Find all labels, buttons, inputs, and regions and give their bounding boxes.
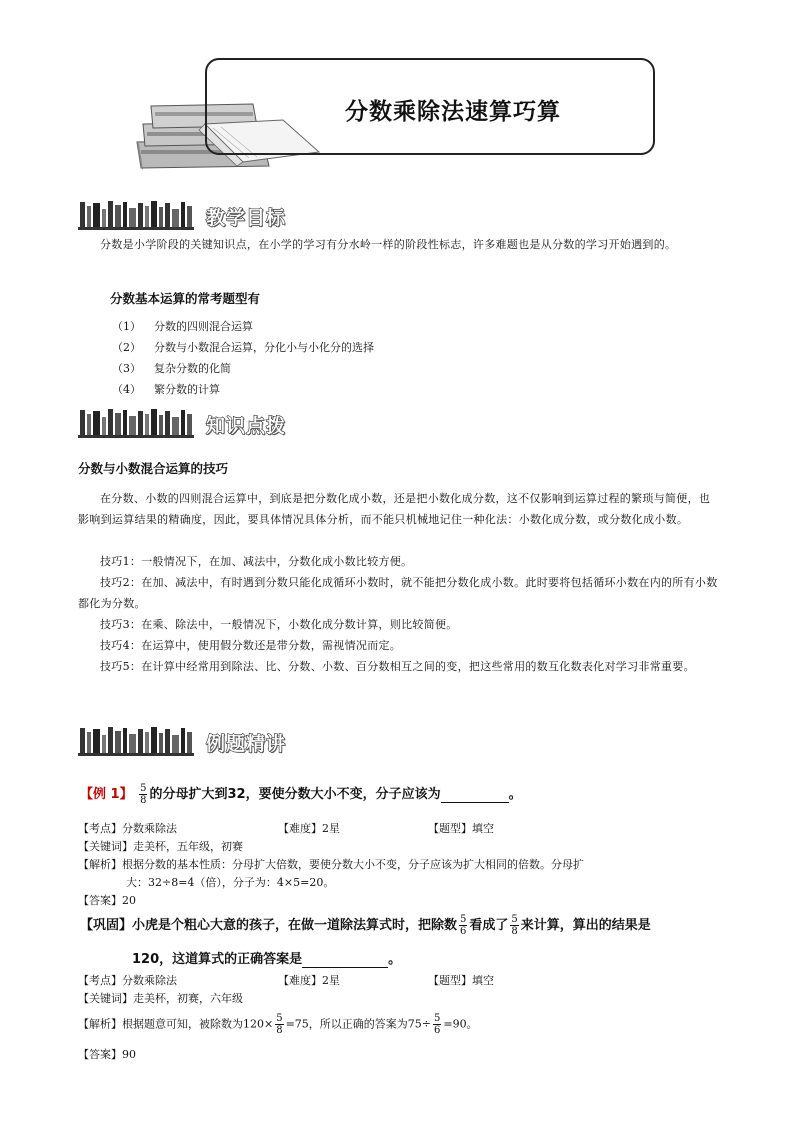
section-title: 教学目标 — [206, 207, 287, 229]
books-row-icon — [78, 200, 198, 230]
knowledge-intro: 在分数、小数的四则混合运算中，到底是把分数化成小数，还是把小数化成分数，这不仅影响到运算过程的繁琐与简便，也影响到运算结果的精确度，因此，要具体情况具体分析，而不能只机械地记住一种化法：小数化成分数，或分数化成小数。 — [78, 492, 711, 526]
example1-analysis: 【解析】根据分数的基本性质：分母扩大倍数，要使分数大小不变，分子应该为扩大相同的倍数。分母扩 — [78, 858, 584, 871]
goals-subtitle: 分数基本运算的常考题型有 — [110, 291, 261, 306]
goals-intro: 分数是小学阶段的关键知识点，在小学的学习有分水岭一样的阶段性标志，许多难题也是从分数的学习开始遇到的。 — [100, 238, 677, 251]
books-row-icon — [78, 726, 198, 756]
tip-item: 技巧5：在计算中经常用到除法、比、分数、小数、百分数相互之间的变，把这些常用的数互化数表化对学习非常重要。 — [100, 660, 695, 673]
fraction: $\frac{5}{6}$ — [434, 1013, 441, 1036]
answer-blank[interactable] — [302, 952, 388, 968]
tip-item: 技巧3：在乘、除法中，一般情况下，小数化成分数计算，则比较简便。 — [100, 618, 458, 631]
books-row-icon — [78, 408, 198, 438]
fraction: $\frac{5}{8}$ — [140, 783, 147, 806]
example1-question: 【例 1】 $\frac{5}{8}$ 的分母扩大到32，要使分数大小不变，分子应该为 。 — [80, 783, 522, 806]
list-item: （2） 分数与小数混合运算，分化小与小化分的选择 — [112, 341, 374, 354]
fraction: $\frac{5}{8}$ — [511, 914, 518, 937]
fraction: $\frac{5}{8}$ — [276, 1013, 283, 1036]
section-header-goals — [78, 200, 318, 232]
section-title: 例题精讲 — [206, 733, 287, 755]
consolidate-question: 【巩固】小虎是个粗心大意的孩子，在做一道除法算式时，把除数 $\frac{5}{6}$ 看成了 $\frac{5}{8}$ 来计算，算出的结果是 — [80, 914, 651, 937]
example1-analysis-cont: 大：32÷8=4（倍），分子为：4×5=20。 — [126, 876, 335, 889]
consolidate-question-line2: 120，这道算式的正确答案是 。 — [132, 952, 402, 967]
knowledge-subtitle: 分数与小数混合运算的技巧 — [78, 461, 229, 476]
consolidate-answer: 【答案】90 — [78, 1048, 136, 1061]
consolidate-analysis: 【解析】根据题意可知，被除数为120× $\frac{5}{8}$ =75，所以正确的答案为75÷ $\frac{5}{6}$ =90。 — [78, 1013, 478, 1036]
list-item: （1） 分数的四则混合运算 — [112, 320, 253, 333]
example1-meta: 【考点】分数乘除法 【难度】2星 【题型】填空 — [78, 822, 494, 835]
consolidate-keywords: 【关键词】走美杯，初赛，六年级 — [78, 992, 243, 1005]
answer-blank[interactable] — [441, 787, 509, 803]
example1-keywords: 【关键词】走美杯，五年级，初赛 — [78, 840, 243, 853]
tip-item: 技巧1：一般情况下，在加、减法中，分数化成小数比较方便。 — [100, 555, 413, 568]
section-title: 知识点拨 — [206, 415, 287, 437]
example1-label: 【例 1】 — [80, 787, 133, 802]
consolidate-meta: 【考点】分数乘除法 【难度】2星 【题型】填空 — [78, 974, 494, 987]
tip-item: 技巧4：在运算中，使用假分数还是带分数，需视情况而定。 — [100, 639, 402, 652]
list-item: （4） 繁分数的计算 — [112, 383, 220, 396]
fraction: $\frac{5}{6}$ — [460, 914, 467, 937]
section-header-knowledge — [78, 408, 318, 440]
section-header-examples — [78, 726, 318, 758]
page-title: 分数乘除法速算巧算 — [345, 99, 561, 125]
example1-answer: 【答案】20 — [78, 894, 136, 907]
list-item: （3） 复杂分数的化简 — [112, 362, 231, 375]
tip-item: 技巧2：在加、减法中，有时遇到分数只能化成循环小数时，就不能把分数化成小数。此时要将包括循环小数在内的所有小数都化为分数。 — [78, 576, 718, 610]
